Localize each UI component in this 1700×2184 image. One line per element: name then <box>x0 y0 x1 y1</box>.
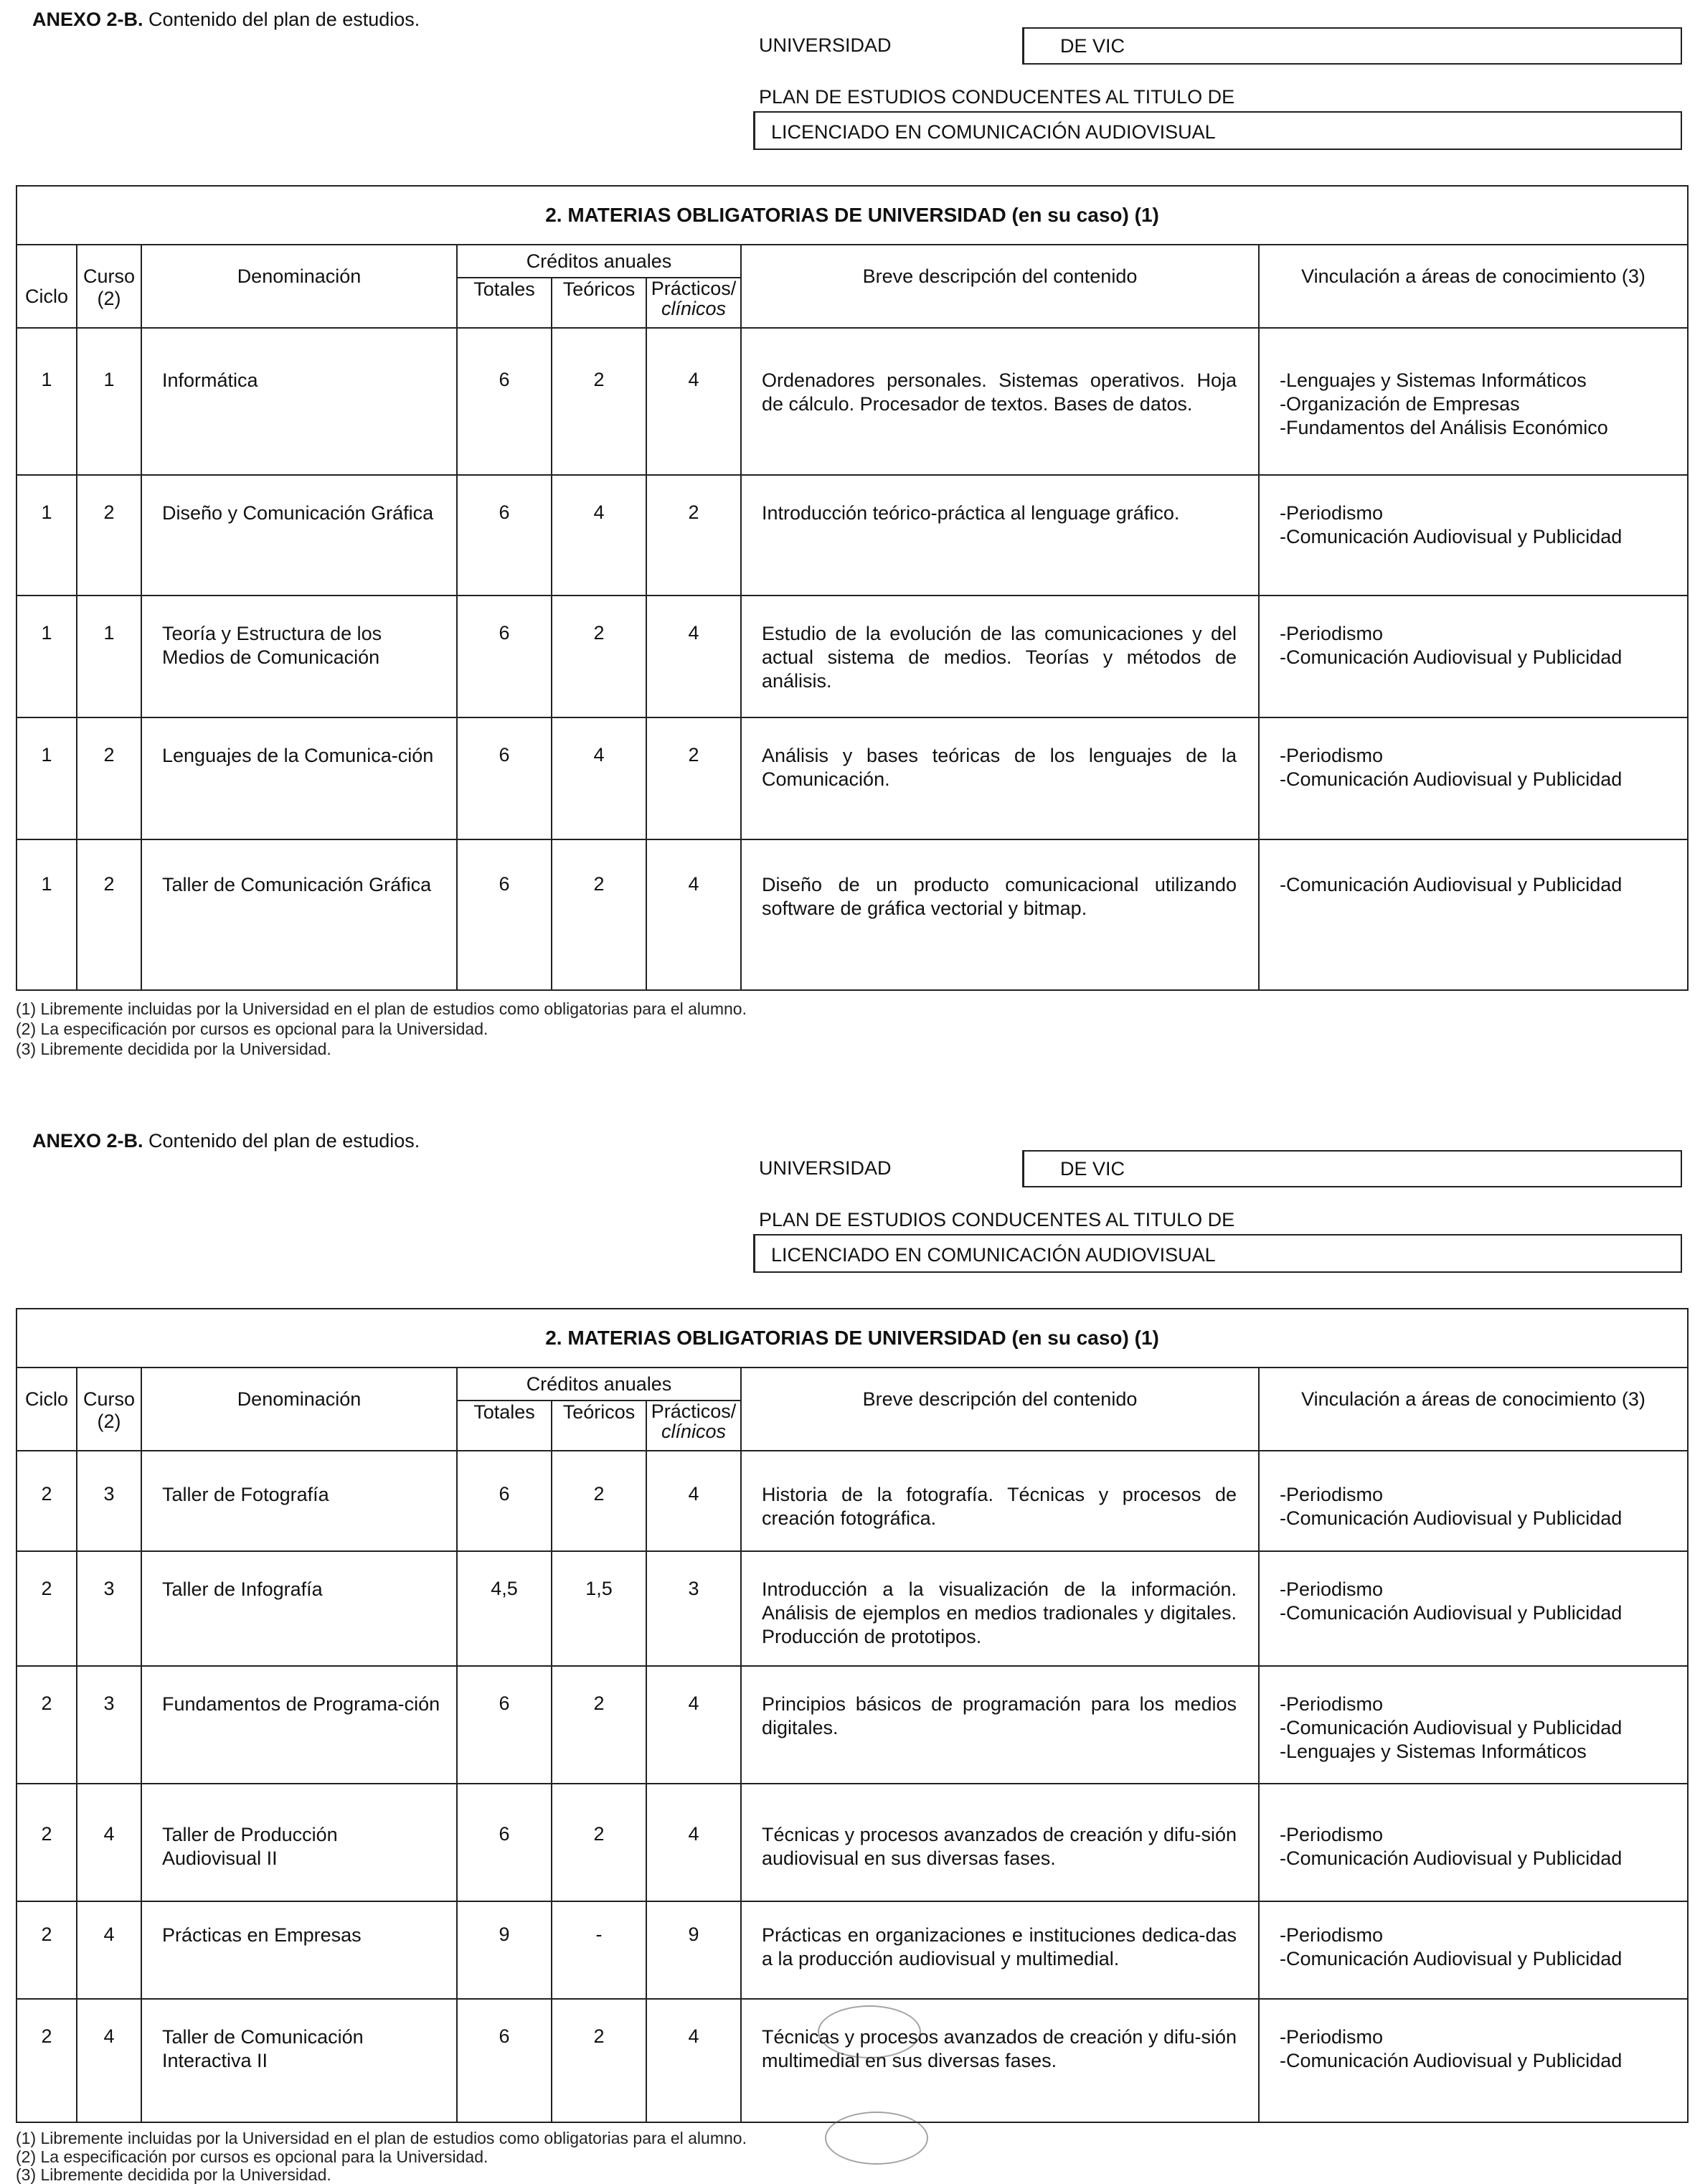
denominacion-cell: Taller de Comunicación Interactiva II <box>141 1999 457 2122</box>
vinculacion-cell <box>1259 1551 1688 1666</box>
vinculacion-cell <box>1259 717 1688 839</box>
col-practicos: Prácticos/ clínicos <box>646 1401 741 1451</box>
col-ciclo: Ciclo <box>16 1368 77 1451</box>
table-title: 2. MATERIAS OBLIGATORIAS DE UNIVERSIDAD (en su caso) (1) <box>16 1309 1688 1368</box>
denominacion-cell: Lenguajes de la Comunica-ción <box>141 717 457 839</box>
descripcion-cell: Introducción teórico-práctica al lenguage gráfico. <box>741 475 1259 596</box>
area-item: -Periodismo <box>1280 1824 1384 1845</box>
area-item: -Periodismo <box>1280 2026 1384 2048</box>
totales-cell: 6 <box>457 328 552 475</box>
area-item: -Comunicación Audiovisual y Publicidad <box>1280 1602 1623 1624</box>
table-row <box>16 1784 1688 1901</box>
totales-cell: 6 <box>457 1451 552 1551</box>
table-row <box>16 1551 1688 1666</box>
vinculacion-cell <box>1259 1999 1688 2122</box>
teoricos-cell: 2 <box>552 1784 646 1901</box>
ciclo-cell: 2 <box>16 1784 77 1901</box>
table-row <box>16 839 1688 990</box>
ciclo-cell: 1 <box>16 717 77 839</box>
denominacion-cell: Prácticas en Empresas <box>141 1901 457 1999</box>
col-ciclo: Ciclo <box>16 245 77 328</box>
denominacion-cell: Taller de Producción Audiovisual II <box>141 1784 457 1901</box>
descripcion-cell: Diseño de un producto comunicacional utilizando software de gráfica vectorial y bitmap. <box>741 839 1259 990</box>
col-curso: Curso (2) <box>77 1368 141 1451</box>
teoricos-cell: 4 <box>552 475 646 596</box>
plan-value: LICENCIADO EN COMUNICACIÓN AUDIOVISUAL <box>753 1234 1682 1273</box>
totales-cell: 6 <box>457 1666 552 1784</box>
table-row <box>16 1451 1688 1551</box>
totales-cell: 6 <box>457 475 552 596</box>
totales-cell: 4,5 <box>457 1551 552 1666</box>
teoricos-cell: - <box>552 1901 646 1999</box>
col-teoricos: Teóricos <box>552 278 646 328</box>
area-item: -Comunicación Audiovisual y Publicidad <box>1280 768 1623 790</box>
denominacion-cell: Informática <box>141 328 457 475</box>
ciclo-cell: 2 <box>16 1999 77 2122</box>
area-item: -Comunicación Audiovisual y Publicidad <box>1280 1507 1623 1529</box>
plan-value: LICENCIADO EN COMUNICACIÓN AUDIOVISUAL <box>753 111 1682 150</box>
ciclo-cell: 2 <box>16 1451 77 1551</box>
ciclo-cell: 1 <box>16 328 77 475</box>
curso-cell: 1 <box>77 328 141 475</box>
vinculacion-cell <box>1259 328 1688 475</box>
table-row <box>16 1901 1688 1999</box>
practicos-cell: 4 <box>646 328 741 475</box>
practicos-cell: 3 <box>646 1551 741 1666</box>
teoricos-cell: 1,5 <box>552 1551 646 1666</box>
col-creditos: Créditos anuales <box>457 245 741 278</box>
footnote-3: (3) Libremente decidida por la Universidad. <box>16 1040 331 1058</box>
footnote-3: (3) Libremente decidida por la Universidad. <box>16 2165 331 2184</box>
area-item: -Organización de Empresas <box>1280 393 1520 415</box>
col-teoricos: Teóricos <box>552 1401 646 1451</box>
totales-cell: 6 <box>457 1784 552 1901</box>
col-curso: Curso (2) <box>77 245 141 328</box>
descripcion-cell: Historia de la fotografía. Técnicas y procesos de creación fotográfica. <box>741 1451 1259 1551</box>
teoricos-cell: 2 <box>552 596 646 717</box>
university-value: DE VIC <box>1022 1150 1682 1187</box>
vinculacion-cell <box>1259 1784 1688 1901</box>
vinculacion-cell <box>1259 1666 1688 1784</box>
table-row <box>16 1666 1688 1784</box>
teoricos-cell: 2 <box>552 328 646 475</box>
col-totales: Totales <box>457 1401 552 1451</box>
denominacion-cell: Teoría y Estructura de los Medios de Comunicación <box>141 596 457 717</box>
table-title: 2. MATERIAS OBLIGATORIAS DE UNIVERSIDAD (en su caso) (1) <box>16 186 1688 245</box>
descripcion-cell: Análisis y bases teóricas de los lenguajes de la Comunicación. <box>741 717 1259 839</box>
totales-cell: 6 <box>457 717 552 839</box>
area-item: -Comunicación Audiovisual y Publicidad <box>1280 526 1623 547</box>
area-item: -Comunicación Audiovisual y Publicidad <box>1280 1848 1623 1869</box>
vinculacion-cell <box>1259 596 1688 717</box>
ciclo-cell: 2 <box>16 1666 77 1784</box>
area-item: -Periodismo <box>1280 1578 1384 1600</box>
plan-label: PLAN DE ESTUDIOS CONDUCENTES AL TITULO DE <box>759 86 1235 108</box>
table-row <box>16 717 1688 839</box>
teoricos-cell: 4 <box>552 717 646 839</box>
seal-stamp <box>818 2005 921 2058</box>
seal-stamp <box>825 2112 928 2165</box>
teoricos-cell: 2 <box>552 839 646 990</box>
area-item: -Comunicación Audiovisual y Publicidad <box>1280 1717 1623 1738</box>
denominacion-cell: Taller de Infografía <box>141 1551 457 1666</box>
totales-cell: 6 <box>457 596 552 717</box>
university-label: UNIVERSIDAD <box>759 1157 892 1179</box>
col-descripcion: Breve descripción del contenido <box>741 1368 1259 1451</box>
footnote-1: (1) Libremente incluidas por la Universidad en el plan de estudios como obligatorias para el alumno. <box>16 2129 747 2147</box>
vinculacion-cell <box>1259 1901 1688 1999</box>
plan-label: PLAN DE ESTUDIOS CONDUCENTES AL TITULO DE <box>759 1209 1235 1230</box>
practicos-cell: 4 <box>646 839 741 990</box>
descripcion-cell: Técnicas y procesos avanzados de creación y difu-sión multimedial en sus diversas fases. <box>741 1999 1259 2122</box>
curso-cell: 4 <box>77 1999 141 2122</box>
table-row <box>16 596 1688 717</box>
practicos-cell: 2 <box>646 475 741 596</box>
curso-cell: 2 <box>77 475 141 596</box>
descripcion-cell: Ordenadores personales. Sistemas operativos. Hoja de cálculo. Procesador de textos. Bases de datos. <box>741 328 1259 475</box>
area-item: -Periodismo <box>1280 502 1384 524</box>
area-item: -Comunicación Audiovisual y Publicidad <box>1280 874 1623 895</box>
practicos-cell: 4 <box>646 1666 741 1784</box>
curso-cell: 4 <box>77 1901 141 1999</box>
university-value: DE VIC <box>1022 27 1682 65</box>
area-item: -Lenguajes y Sistemas Informáticos <box>1280 1741 1587 1762</box>
teoricos-cell: 2 <box>552 1999 646 2122</box>
curso-cell: 2 <box>77 717 141 839</box>
descripcion-cell: Prácticas en organizaciones e instituciones dedica-das a la producción audiovisual y multimedial. <box>741 1901 1259 1999</box>
vinculacion-cell <box>1259 1451 1688 1551</box>
area-item: -Comunicación Audiovisual y Publicidad <box>1280 646 1623 668</box>
denominacion-cell: Diseño y Comunicación Gráfica <box>141 475 457 596</box>
area-item: -Periodismo <box>1280 623 1384 644</box>
practicos-cell: 9 <box>646 1901 741 1999</box>
table-row <box>16 328 1688 475</box>
practicos-cell: 2 <box>646 717 741 839</box>
col-practicos: Prácticos/ clínicos <box>646 278 741 328</box>
subjects-table <box>16 185 1689 991</box>
denominacion-cell: Fundamentos de Programa-ción <box>141 1666 457 1784</box>
descripcion-cell: Estudio de la evolución de las comunicaciones y del actual sistema de medios. Teorías y métodos de análisis. <box>741 596 1259 717</box>
table-row <box>16 475 1688 596</box>
annex-title: ANEXO 2-B. Contenido del plan de estudios. <box>32 9 420 30</box>
col-vinculacion: Vinculación a áreas de conocimiento (3) <box>1259 245 1688 328</box>
university-label: UNIVERSIDAD <box>759 34 892 56</box>
col-totales: Totales <box>457 278 552 328</box>
area-item: -Periodismo <box>1280 745 1384 766</box>
descripcion-cell: Introducción a la visualización de la información. Análisis de ejemplos en medios tradionales y digitales. Producción de prototipos. <box>741 1551 1259 1666</box>
curso-cell: 1 <box>77 596 141 717</box>
curso-cell: 4 <box>77 1784 141 1901</box>
col-denominacion: Denominación <box>141 245 457 328</box>
practicos-cell: 4 <box>646 1999 741 2122</box>
totales-cell: 6 <box>457 1999 552 2122</box>
vinculacion-cell <box>1259 839 1688 990</box>
col-descripcion: Breve descripción del contenido <box>741 245 1259 328</box>
col-denominacion: Denominación <box>141 1368 457 1451</box>
subjects-table <box>16 1308 1689 2123</box>
vinculacion-cell <box>1259 475 1688 596</box>
curso-cell: 3 <box>77 1551 141 1666</box>
practicos-cell: 4 <box>646 1784 741 1901</box>
practicos-cell: 4 <box>646 1451 741 1551</box>
denominacion-cell: Taller de Comunicación Gráfica <box>141 839 457 990</box>
col-vinculacion: Vinculación a áreas de conocimiento (3) <box>1259 1368 1688 1451</box>
ciclo-cell: 1 <box>16 475 77 596</box>
area-item: -Periodismo <box>1280 1693 1384 1715</box>
ciclo-cell: 2 <box>16 1901 77 1999</box>
area-item: -Comunicación Audiovisual y Publicidad <box>1280 1948 1623 1969</box>
descripcion-cell: Principios básicos de programación para los medios digitales. <box>741 1666 1259 1784</box>
ciclo-cell: 1 <box>16 839 77 990</box>
curso-cell: 3 <box>77 1451 141 1551</box>
teoricos-cell: 2 <box>552 1451 646 1551</box>
practicos-cell: 4 <box>646 596 741 717</box>
teoricos-cell: 2 <box>552 1666 646 1784</box>
area-item: -Periodismo <box>1280 1924 1384 1946</box>
area-item: -Comunicación Audiovisual y Publicidad <box>1280 2050 1623 2071</box>
curso-cell: 3 <box>77 1666 141 1784</box>
footnote-2: (2) La especificación por cursos es opcional para la Universidad. <box>16 1020 488 1038</box>
footnote-1: (1) Libremente incluidas por la Universidad en el plan de estudios como obligatorias para el alumno. <box>16 999 747 1018</box>
descripcion-cell: Técnicas y procesos avanzados de creación y difu-sión audiovisual en sus diversas fases. <box>741 1784 1259 1901</box>
page1-rows <box>16 328 1688 990</box>
curso-cell: 2 <box>77 839 141 990</box>
ciclo-cell: 2 <box>16 1551 77 1666</box>
area-item: -Fundamentos del Análisis Económico <box>1280 417 1608 438</box>
area-item: -Lenguajes y Sistemas Informáticos <box>1280 370 1587 391</box>
denominacion-cell: Taller de Fotografía <box>141 1451 457 1551</box>
col-creditos: Créditos anuales <box>457 1368 741 1401</box>
annex-title: ANEXO 2-B. Contenido del plan de estudios. <box>32 1130 420 1152</box>
ciclo-cell: 1 <box>16 596 77 717</box>
area-item: -Periodismo <box>1280 1484 1384 1505</box>
totales-cell: 9 <box>457 1901 552 1999</box>
totales-cell: 6 <box>457 839 552 990</box>
footnote-2: (2) La especificación por cursos es opcional para la Universidad. <box>16 2147 488 2166</box>
